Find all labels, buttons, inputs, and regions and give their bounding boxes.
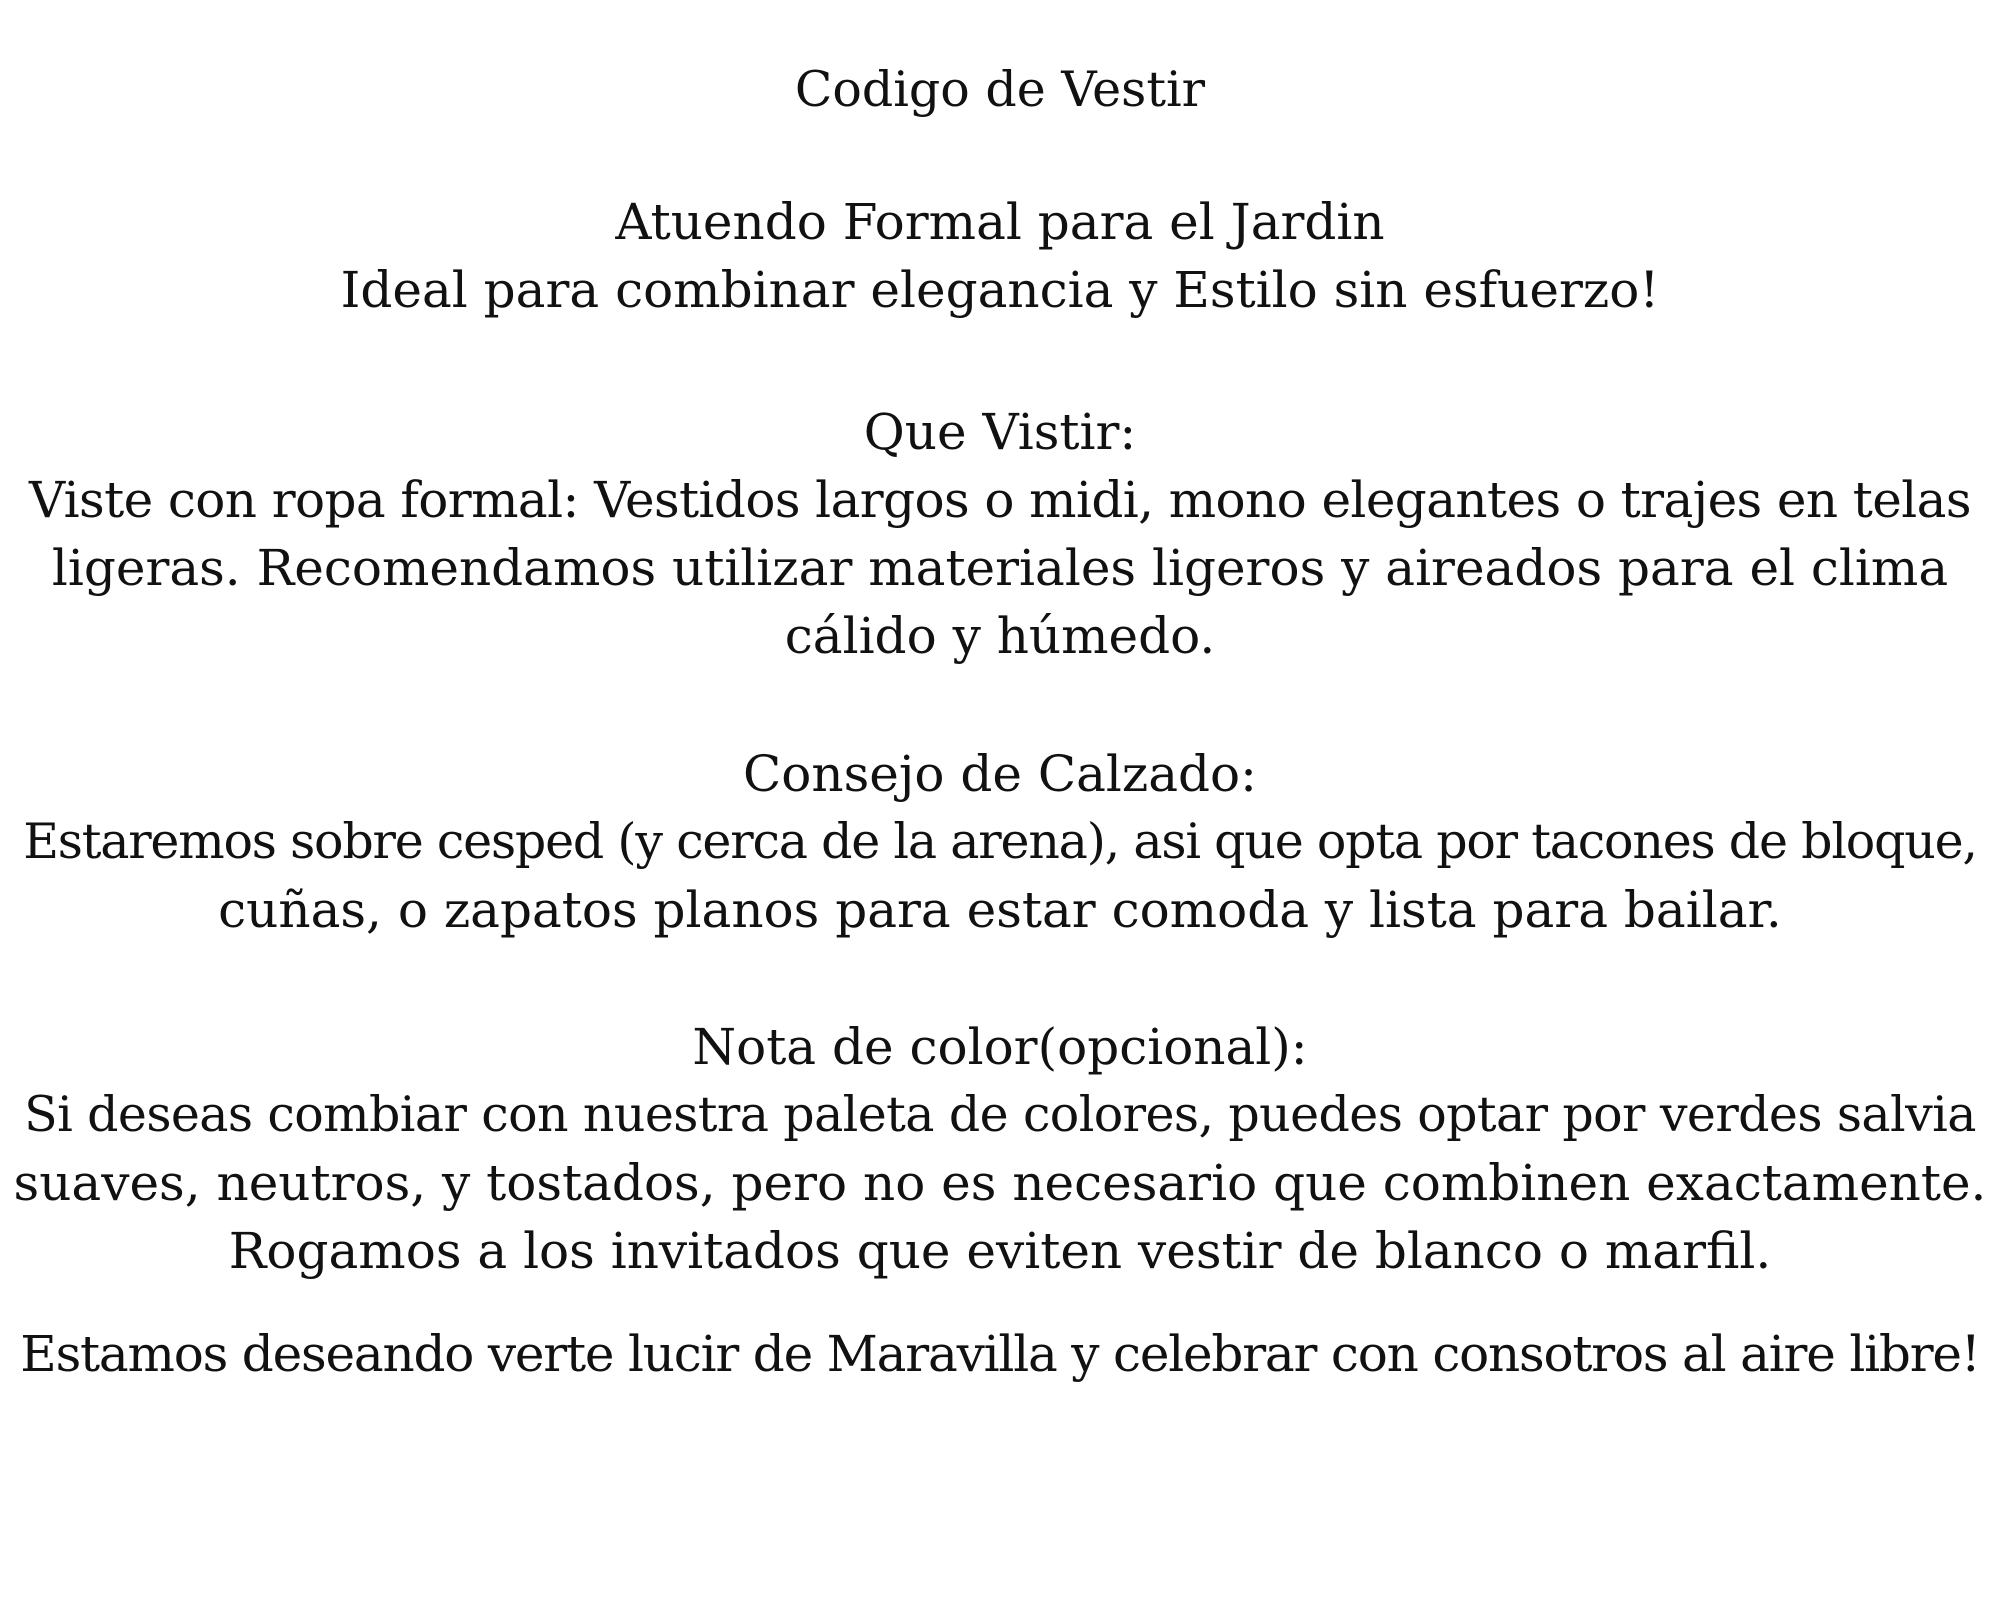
section-line: ligeras. Recomendamos utilizar materiales ligeros y aireados para el clima bbox=[51, 539, 1949, 597]
title-block bbox=[0, 56, 2000, 124]
section-line: Estaremos sobre cesped (y cerca de la arena), asi que opta por tacones de bloque, bbox=[23, 813, 1977, 870]
section-color-note bbox=[0, 1013, 2000, 1285]
closing-block bbox=[0, 1320, 2000, 1388]
section-line: Viste con ropa formal: Vestidos largos o midi, mono elegantes o trajes en telas bbox=[29, 471, 1971, 529]
document-title: Codigo de Vestir bbox=[794, 61, 1206, 118]
section-footwear bbox=[0, 740, 2000, 944]
section-what-to-wear bbox=[0, 398, 2000, 670]
section-line: cálido y húmedo. bbox=[784, 607, 1216, 665]
section-heading: Consejo de Calzado: bbox=[743, 745, 1257, 803]
section-line: cuñas, o zapatos planos para estar comoda y lista para bailar. bbox=[218, 881, 1782, 939]
section-heading: Que Vistir: bbox=[863, 403, 1137, 461]
closing-line: Estamos deseando verte lucir de Maravilla y celebrar con consotros al aire libre! bbox=[20, 1325, 1980, 1383]
section-line: Si deseas combiar con nuestra paleta de colores, puedes optar por verdes salvia bbox=[24, 1086, 1976, 1143]
subtitle-block bbox=[0, 188, 2000, 324]
section-line: Rogamos a los invitados que eviten vestir de blanco o marfil. bbox=[228, 1222, 1772, 1280]
section-heading: Nota de color(opcional): bbox=[692, 1018, 1308, 1076]
subtitle-line: Ideal para combinar elegancia y Estilo sin esfuerzo! bbox=[340, 261, 1660, 319]
section-line: suaves, neutros, y tostados, pero no es necesario que combinen exactamente. bbox=[13, 1154, 1987, 1212]
subtitle-line: Atuendo Formal para el Jardin bbox=[615, 193, 1385, 251]
